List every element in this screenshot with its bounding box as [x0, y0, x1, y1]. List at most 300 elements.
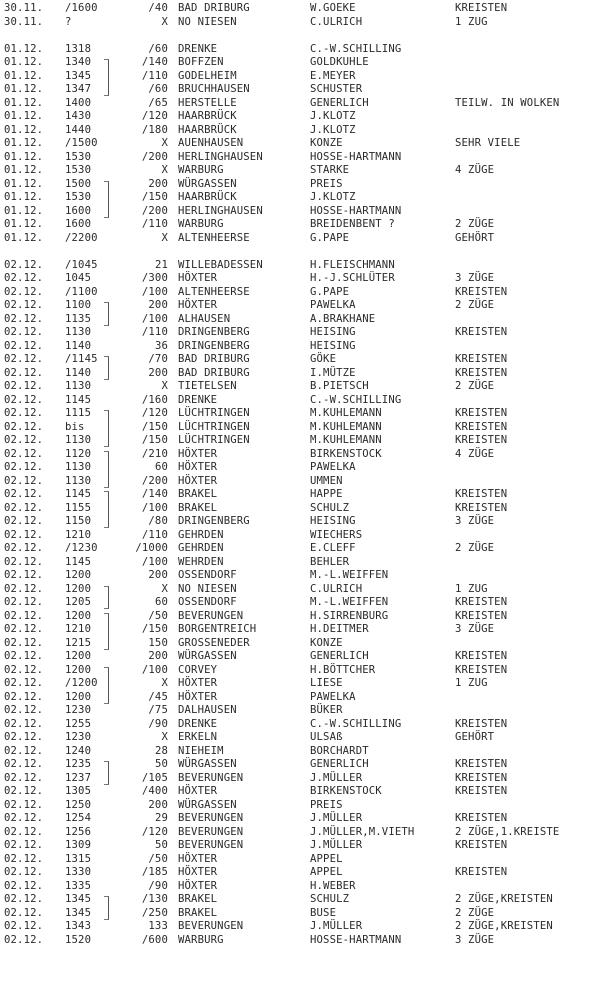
- log-place: HÖXTER: [178, 852, 218, 865]
- log-date: 02.12.: [4, 758, 44, 770]
- log-note: 2 ZÜGE: [455, 542, 495, 554]
- log-row: [0, 704, 600, 718]
- log-time: 1130: [65, 461, 92, 473]
- log-date: 02.12.: [4, 636, 44, 649]
- log-row: [0, 461, 600, 475]
- log-altitude: /110: [141, 218, 168, 230]
- log-observer: HOSSE-HARTMANN: [310, 150, 402, 163]
- log-place: BEVERUNGEN: [178, 825, 244, 838]
- log-note: KREISTEN: [455, 663, 508, 676]
- log-altitude: /65: [148, 96, 168, 109]
- log-altitude: /40: [148, 2, 168, 14]
- log-altitude: /80: [148, 515, 168, 527]
- log-note: KREISTEN: [455, 2, 508, 14]
- log-row: [0, 826, 600, 840]
- log-date: 01.12.: [4, 83, 44, 95]
- log-row: [0, 259, 600, 273]
- log-date: 02.12.: [4, 812, 44, 824]
- log-altitude: 150: [148, 636, 168, 649]
- log-place: HÖXTER: [178, 690, 218, 703]
- log-place: BAD DRIBURG: [178, 366, 250, 379]
- bracket-mark: [104, 410, 109, 447]
- log-place: BRUCHHAUSEN: [178, 83, 250, 95]
- log-altitude: /60: [148, 42, 168, 55]
- log-altitude: /120: [141, 110, 168, 122]
- log-altitude: /150: [141, 623, 168, 635]
- log-observer: HOSSE-HARTMANN: [310, 933, 402, 946]
- log-place: ALHAUSEN: [178, 312, 231, 325]
- log-place: BAD DRIBURG: [178, 353, 250, 365]
- log-note: KREISTEN: [455, 717, 508, 730]
- log-row: [0, 542, 600, 556]
- log-altitude: X: [161, 164, 168, 176]
- log-place: GEHRDEN: [178, 542, 224, 554]
- log-row: [0, 475, 600, 489]
- log-altitude: /90: [148, 717, 168, 730]
- log-observer: I.MÜTZE: [310, 366, 356, 379]
- log-note: 2 ZÜGE,KREISTEN: [455, 893, 553, 905]
- log-observer: G.PAPE: [310, 231, 350, 244]
- log-date: 02.12.: [4, 366, 44, 379]
- log-observer: ULSAß: [310, 731, 343, 743]
- log-date: 02.12.: [4, 420, 44, 433]
- log-place: DRINGENBERG: [178, 339, 250, 352]
- log-observer: H.WEBER: [310, 879, 356, 892]
- log-date: 02.12.: [4, 380, 44, 392]
- log-altitude: X: [161, 15, 168, 28]
- log-observer: HOSSE-HARTMANN: [310, 204, 402, 217]
- log-place: WÜRGASSEN: [178, 650, 237, 662]
- log-altitude: 60: [154, 461, 168, 473]
- log-observer: J.KLOTZ: [310, 110, 356, 122]
- bracket-mark: [104, 613, 109, 650]
- log-time: 1130: [65, 474, 92, 487]
- bracket-mark: [104, 586, 109, 610]
- log-date: 01.12.: [4, 231, 44, 244]
- log-date: 02.12.: [4, 272, 44, 284]
- log-time: /1100: [65, 285, 98, 298]
- log-time: 1200: [65, 582, 92, 595]
- log-observer: GENERLICH: [310, 758, 369, 770]
- log-date: 01.12.: [4, 137, 44, 149]
- log-altitude: X: [161, 677, 168, 689]
- log-row: [0, 745, 600, 759]
- log-observer: BÜKER: [310, 704, 343, 716]
- log-observer: GOLDKUHLE: [310, 56, 369, 68]
- log-place: NO NIESEN: [178, 582, 237, 595]
- log-altitude: X: [161, 137, 168, 149]
- log-row: [0, 583, 600, 597]
- bracket-mark: [104, 667, 109, 704]
- log-date: 02.12.: [4, 785, 44, 797]
- log-row: [0, 785, 600, 799]
- log-note: 3 ZÜGE: [455, 623, 495, 635]
- log-altitude: /120: [141, 825, 168, 838]
- log-observer: W.GOEKE: [310, 2, 356, 14]
- log-row: [0, 218, 600, 232]
- bracket-mark: [104, 356, 109, 380]
- log-row: [0, 421, 600, 435]
- log-place: HÖXTER: [178, 447, 218, 460]
- log-observer: J.MÜLLER: [310, 839, 363, 851]
- log-place: HÖXTER: [178, 677, 218, 689]
- log-row: [0, 191, 600, 205]
- log-time: 1255: [65, 717, 92, 730]
- log-altitude: /110: [141, 69, 168, 82]
- log-row: [0, 556, 600, 570]
- log-time: 1520: [65, 933, 92, 946]
- log-note: KREISTEN: [455, 866, 508, 878]
- log-place: HÖXTER: [178, 785, 218, 797]
- log-time: 1205: [65, 596, 92, 608]
- log-time: /2200: [65, 231, 98, 244]
- log-date: 02.12.: [4, 650, 44, 662]
- log-observer: H.FLEISCHMANN: [310, 258, 395, 271]
- log-altitude: /105: [141, 771, 168, 784]
- log-date: 02.12.: [4, 515, 44, 527]
- log-observer: E.MEYER: [310, 69, 356, 82]
- log-date: 02.12.: [4, 501, 44, 514]
- log-date: 02.12.: [4, 393, 44, 406]
- log-observer: SCHUSTER: [310, 83, 363, 95]
- log-observer: H.-J.SCHLÜTER: [310, 272, 395, 284]
- log-row: [0, 731, 600, 745]
- log-date: 30.11.: [4, 15, 44, 28]
- log-note: KREISTEN: [455, 812, 508, 824]
- log-note: KREISTEN: [455, 285, 508, 298]
- log-time: ?: [65, 15, 72, 28]
- log-observer: BIRKENSTOCK: [310, 785, 382, 797]
- log-date: 01.12.: [4, 110, 44, 122]
- log-note: KREISTEN: [455, 434, 508, 446]
- log-time: 1530: [65, 164, 92, 176]
- log-place: NO NIESEN: [178, 15, 237, 28]
- log-time: 1500: [65, 177, 92, 190]
- log-time: 1430: [65, 110, 92, 122]
- log-note: SEHR VIELE: [455, 137, 521, 149]
- log-note: GEHÖRT: [455, 231, 495, 244]
- log-row: [0, 502, 600, 516]
- log-observer: BREIDENBENT ?: [310, 218, 395, 230]
- log-place: WEHRDEN: [178, 555, 224, 568]
- log-date: 02.12.: [4, 663, 44, 676]
- log-observer: J.MÜLLER: [310, 812, 363, 824]
- log-row: [0, 691, 600, 705]
- log-time: 1530: [65, 150, 92, 163]
- log-observer: BUSE: [310, 906, 337, 919]
- log-time: 1115: [65, 407, 92, 419]
- log-note: KREISTEN: [455, 771, 508, 784]
- log-time: 1140: [65, 366, 92, 379]
- log-observer: H.DEITMER: [310, 623, 369, 635]
- log-place: BRAKEL: [178, 488, 218, 500]
- log-observer: LIESE: [310, 677, 343, 689]
- log-date: 02.12.: [4, 299, 44, 311]
- log-date: 02.12.: [4, 839, 44, 851]
- log-altitude: /90: [148, 879, 168, 892]
- log-observer: M.-L.WEIFFEN: [310, 596, 389, 608]
- log-date: 01.12.: [4, 218, 44, 230]
- log-row: [0, 56, 600, 70]
- log-altitude: /210: [141, 447, 168, 460]
- log-row: [0, 97, 600, 111]
- log-time: /1600: [65, 2, 98, 14]
- log-place: TIETELSEN: [178, 380, 237, 392]
- log-row: [0, 380, 600, 394]
- log-row: [0, 205, 600, 219]
- log-date: 01.12.: [4, 42, 44, 55]
- log-place: AUENHAUSEN: [178, 137, 244, 149]
- log-altitude: 200: [148, 366, 168, 379]
- log-observer: APPEL: [310, 866, 343, 878]
- log-place: LÜCHTRINGEN: [178, 420, 250, 433]
- log-altitude: /50: [148, 852, 168, 865]
- log-time: 1230: [65, 704, 92, 716]
- log-note: KREISTEN: [455, 650, 508, 662]
- log-time: 1345: [65, 893, 92, 905]
- log-place: GODELHEIM: [178, 69, 237, 82]
- log-row: [0, 434, 600, 448]
- log-note: KREISTEN: [455, 353, 508, 365]
- log-row: [0, 772, 600, 786]
- log-altitude: /400: [141, 785, 168, 797]
- log-time: 1145: [65, 488, 92, 500]
- log-place: LÜCHTRINGEN: [178, 407, 250, 419]
- log-row: [0, 326, 600, 340]
- log-observer: PAWELKA: [310, 461, 356, 473]
- log-place: WÜRGASSEN: [178, 177, 237, 190]
- log-date: 02.12.: [4, 771, 44, 784]
- log-place: HAARBRÜCK: [178, 191, 237, 203]
- log-date: 02.12.: [4, 542, 44, 554]
- log-observer: C.ULRICH: [310, 582, 363, 595]
- log-time: 1100: [65, 299, 92, 311]
- log-place: GROSSENEDER: [178, 636, 250, 649]
- log-time: 1305: [65, 785, 92, 797]
- log-observer: WIECHERS: [310, 528, 363, 541]
- log-altitude: /250: [141, 906, 168, 919]
- log-row: [0, 718, 600, 732]
- log-place: HÖXTER: [178, 299, 218, 311]
- log-observer: HEISING: [310, 515, 356, 527]
- log-place: BAD DRIBURG: [178, 2, 250, 14]
- log-altitude: /300: [141, 272, 168, 284]
- log-observer: J.KLOTZ: [310, 123, 356, 136]
- log-observer: KONZE: [310, 636, 343, 649]
- log-time: 1135: [65, 312, 92, 325]
- log-altitude: 200: [148, 798, 168, 811]
- log-altitude: /100: [141, 501, 168, 514]
- log-time: 1530: [65, 191, 92, 203]
- log-altitude: /150: [141, 434, 168, 446]
- log-row: [0, 637, 600, 651]
- log-time: /1230: [65, 542, 98, 554]
- log-row: [0, 758, 600, 772]
- log-altitude: /160: [141, 393, 168, 406]
- log-place: HERLINGHAUSEN: [178, 150, 263, 163]
- log-time: /1200: [65, 677, 98, 689]
- log-row: [0, 853, 600, 867]
- log-observer: BIRKENSTOCK: [310, 447, 382, 460]
- log-row: [0, 920, 600, 934]
- log-observer: M.KUHLEMANN: [310, 434, 382, 446]
- log-altitude: /110: [141, 528, 168, 541]
- log-row: [0, 529, 600, 543]
- log-time: 1237: [65, 771, 92, 784]
- log-time: 1347: [65, 83, 92, 95]
- log-observer: J.MÜLLER: [310, 920, 363, 932]
- log-row: [0, 151, 600, 165]
- log-place: ALTENHEERSE: [178, 285, 250, 298]
- log-observer: J.MÜLLER,M.VIETH: [310, 825, 415, 838]
- log-date: 02.12.: [4, 407, 44, 419]
- log-row: [0, 907, 600, 921]
- log-date: 01.12.: [4, 204, 44, 217]
- log-place: WILLEBADESSEN: [178, 258, 263, 271]
- log-date: 02.12.: [4, 690, 44, 703]
- log-observer: BORCHARDT: [310, 744, 369, 757]
- log-note: 3 ZÜGE: [455, 515, 495, 527]
- log-observer: C.-W.SCHILLING: [310, 42, 402, 55]
- log-row: [0, 353, 600, 367]
- log-time: 1230: [65, 731, 92, 743]
- log-time: 1345: [65, 69, 92, 82]
- log-date: 01.12.: [4, 69, 44, 82]
- log-row: [0, 799, 600, 813]
- log-date: 02.12.: [4, 798, 44, 811]
- log-date: 02.12.: [4, 906, 44, 919]
- log-altitude: /150: [141, 191, 168, 203]
- log-time: 1155: [65, 501, 92, 514]
- log-observer: M.-L.WEIFFEN: [310, 569, 389, 581]
- log-date: 02.12.: [4, 555, 44, 568]
- log-place: BRAKEL: [178, 906, 218, 919]
- log-place: HAARBRÜCK: [178, 110, 237, 122]
- log-place: HÖXTER: [178, 866, 218, 878]
- log-time: 1600: [65, 218, 92, 230]
- log-time: 1130: [65, 434, 92, 446]
- log-altitude: /185: [141, 866, 168, 878]
- log-note: 4 ZÜGE: [455, 447, 495, 460]
- log-altitude: 200: [148, 299, 168, 311]
- log-observer: B.PIETSCH: [310, 380, 369, 392]
- log-row: [0, 70, 600, 84]
- log-altitude: /1000: [135, 542, 168, 554]
- log-altitude: /50: [148, 609, 168, 622]
- log-date: 02.12.: [4, 285, 44, 298]
- log-time: 1256: [65, 825, 92, 838]
- log-date: 02.12.: [4, 704, 44, 716]
- bracket-mark: [104, 896, 109, 920]
- log-observer: APPEL: [310, 852, 343, 865]
- log-date: 02.12.: [4, 461, 44, 473]
- log-place: BEVERUNGEN: [178, 771, 244, 784]
- log-time: 1120: [65, 447, 92, 460]
- log-altitude: 200: [148, 177, 168, 190]
- log-altitude: /100: [141, 555, 168, 568]
- log-altitude: 21: [154, 258, 168, 271]
- log-date: 02.12.: [4, 717, 44, 730]
- log-altitude: /60: [148, 83, 168, 95]
- log-date: 01.12.: [4, 150, 44, 163]
- log-row: [0, 313, 600, 327]
- log-time: 1200: [65, 690, 92, 703]
- log-row: [0, 16, 600, 30]
- log-time: 1340: [65, 56, 92, 68]
- log-place: BORGENTREICH: [178, 623, 257, 635]
- log-place: ALTENHEERSE: [178, 231, 250, 244]
- log-altitude: /75: [148, 704, 168, 716]
- log-altitude: /100: [141, 312, 168, 325]
- log-row: [0, 110, 600, 124]
- log-date: 02.12.: [4, 866, 44, 878]
- log-time: 1130: [65, 380, 92, 392]
- log-date: 02.12.: [4, 623, 44, 635]
- log-observer: GENERLICH: [310, 96, 369, 109]
- log-observer: PAWELKA: [310, 299, 356, 311]
- log-row: [0, 610, 600, 624]
- log-note: 1 ZUG: [455, 15, 488, 28]
- log-altitude: /120: [141, 407, 168, 419]
- log-note: GEHÖRT: [455, 731, 495, 743]
- log-time: 1210: [65, 528, 92, 541]
- log-row: [0, 43, 600, 57]
- log-observer: HEISING: [310, 326, 356, 338]
- log-altitude: 28: [154, 744, 168, 757]
- log-place: HÖXTER: [178, 272, 218, 284]
- log-time: 1600: [65, 204, 92, 217]
- log-row: [0, 839, 600, 853]
- log-date: 02.12.: [4, 312, 44, 325]
- log-time: /1145: [65, 353, 98, 365]
- log-altitude: X: [161, 582, 168, 595]
- log-row: [0, 893, 600, 907]
- log-note: KREISTEN: [455, 326, 508, 338]
- log-place: HÖXTER: [178, 474, 218, 487]
- log-note: 2 ZÜGE,1.KREISTE: [455, 825, 560, 838]
- log-note: KREISTEN: [455, 488, 508, 500]
- log-date: 30.11.: [4, 2, 44, 14]
- log-time: 1400: [65, 96, 92, 109]
- log-date: 02.12.: [4, 852, 44, 865]
- bracket-mark: [104, 181, 109, 218]
- log-time: 1145: [65, 555, 92, 568]
- log-place: NIEHEIM: [178, 744, 224, 757]
- log-place: BOFFZEN: [178, 56, 224, 68]
- log-row: [0, 515, 600, 529]
- log-altitude: /200: [141, 204, 168, 217]
- log-date: 02.12.: [4, 677, 44, 689]
- log-observer: BEHLER: [310, 555, 350, 568]
- log-place: BRAKEL: [178, 501, 218, 514]
- log-place: DRENKE: [178, 717, 218, 730]
- log-date: 02.12.: [4, 609, 44, 622]
- log-row: [0, 934, 600, 948]
- log-row: [0, 124, 600, 138]
- log-observer: SCHULZ: [310, 893, 350, 905]
- log-note: 1 ZUG: [455, 582, 488, 595]
- log-time: 1330: [65, 866, 92, 878]
- log-date: 02.12.: [4, 596, 44, 608]
- log-altitude: X: [161, 731, 168, 743]
- log-time: 1140: [65, 339, 92, 352]
- log-note: 4 ZÜGE: [455, 164, 495, 176]
- log-altitude: /600: [141, 933, 168, 946]
- bracket-mark: [104, 59, 109, 96]
- log-date: 02.12.: [4, 879, 44, 892]
- log-row: [0, 880, 600, 894]
- log-time: 1200: [65, 650, 92, 662]
